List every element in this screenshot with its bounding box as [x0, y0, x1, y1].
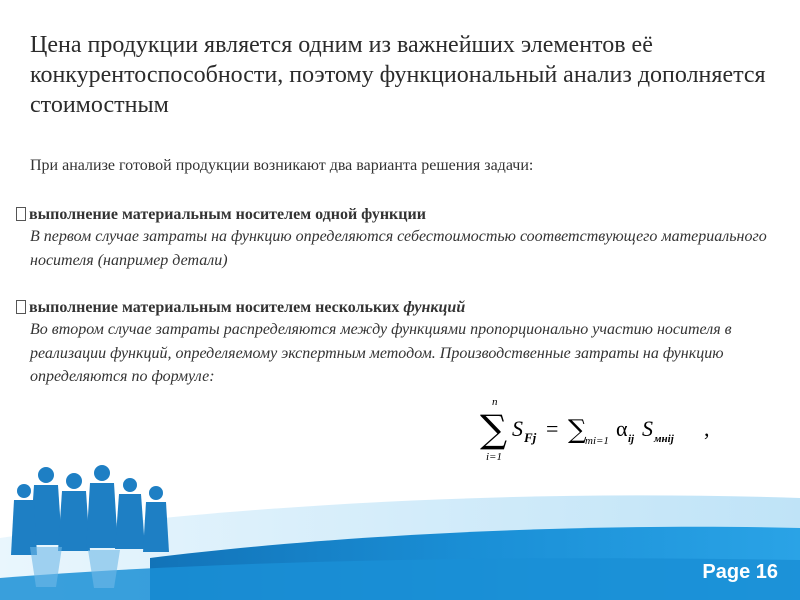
bullet-heading: выполнение материальным носителем нескольких — [29, 299, 404, 316]
bullet-item-2 — [16, 298, 776, 389]
business-people-icon — [6, 455, 196, 595]
sum-lower-limit: i=1 — [486, 451, 502, 463]
rhs-sum-lower: mi=1 — [585, 435, 609, 447]
rhs-s-subscript: мнij — [654, 433, 674, 445]
rhs-sum-sign-icon: ∑ — [568, 415, 587, 445]
rhs-s-symbol: S — [642, 416, 653, 441]
lhs-subscript: Fj — [524, 430, 537, 445]
equals-sign: = — [546, 416, 559, 441]
intro-text: При анализе готовой продукции возникают два варианта решения задачи: — [30, 157, 534, 174]
page-number: Page 16 — [702, 561, 778, 583]
bullet-square-icon — [16, 207, 26, 221]
bullet-heading: выполнение материальным носителем одной функции — [29, 206, 426, 223]
bullet-item-1 — [16, 205, 776, 272]
sum-upper-limit: n — [492, 396, 498, 408]
bullet-body: В первом случае затраты на функцию определяются себестоимостью соответствующего материального носителя (например детали) — [30, 228, 767, 269]
bullet-square-icon — [16, 300, 26, 314]
alpha-subscript: ij — [628, 433, 635, 445]
sum-sign-icon: ∑ — [480, 407, 508, 451]
bullet-heading-italic: функций — [403, 299, 466, 316]
cost-formula — [478, 394, 728, 466]
formula-comma: , — [704, 416, 710, 441]
bullet-body: Во втором случае затраты распределяются между функциями пропорционально участию носителя в реализации функций, определяемому экспертным методом. Производственные затраты на функцию определяются по формуле: — [30, 321, 732, 385]
alpha-symbol: α — [616, 416, 628, 441]
lhs-symbol: S — [512, 416, 523, 441]
slide-title: Цена продукции является одним из важнейших элементов её конкурентоспособности, поэтому функциональный анализ дополняется стоимостным — [30, 32, 766, 118]
